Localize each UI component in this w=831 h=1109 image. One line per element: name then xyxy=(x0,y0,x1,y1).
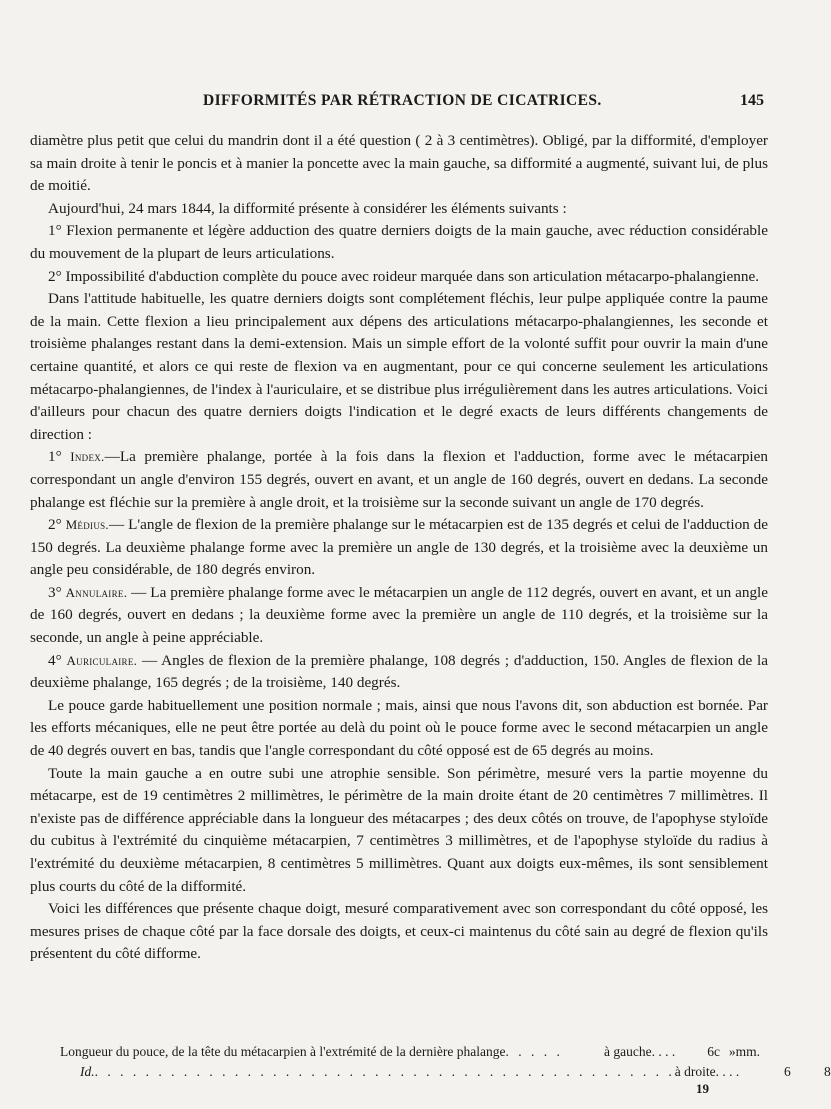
paragraph-medius: 2° Médius.— L'angle de flexion de la première phalange sur le métacarpien est de 135 degrés et celui de l'adduction de 150 degrés. La deuxième phalange forme avec la première un angle de 130 degrés, et la troisième avec la deuxième un angle peu considérable, de 180 degrés environ. xyxy=(30,516,768,579)
running-title: DIFFORMITÉS PAR RÉTRACTION DE CICATRICES. xyxy=(203,92,602,109)
paragraph: Le pouce garde habituellement une position normale ; mais, ainsi que nous l'avons dit, son abduction est bornée. Par les efforts mécaniques, elle ne peut être portée au delà du point où le pouce forme avec le second métacarpien un angle de 40 degrés ouvert en bas, tandis que l'angle correspondant du côté opposé est de 65 degrés au moins. xyxy=(30,696,768,760)
paragraph: diamètre plus petit que celui du mandrin dont il a été question ( 2 à 3 centimètres). Obligé, par la difformité, d'employer sa main droite à tenir le poncis et à manier la poncette avec la main gauche, sa difformité a augmenté, suivant lui, de plus de moitié. xyxy=(30,132,768,195)
paragraph-index: 1° Index.—La première phalange, portée à la fois dans la flexion et l'adduction, forme avec le métacarpien correspondant un angle d'environ 155 degrés, ouvert en avant, et un angle de 160 degrés, ouvert en dedans. La seconde phalange est fléchie sur la première à angle droit, et la troisième sur la seconde suivant un angle de 170 degrés. xyxy=(30,448,768,511)
paragraph-annulaire: 3° Annulaire. — La première phalange forme avec le métacarpien un angle de 112 degrés, ouvert en avant, et un angle de 160 degrés, ouvert en dedans ; la deuxième forme avec la première un angle de 110 degrés, et la troisième sur la seconde, un angle à peine appréciable. xyxy=(30,583,769,647)
paragraph: Toute la main gauche a en outre subi une atrophie sensible. Son périmètre, mesuré vers la partie moyenne du métacarpe, est de 19 centimètres 2 millimètres, le périmètre de la main droite étant de 20 centimètres 7 millimètres. Il n'existe pas de différence appréciable dans la longueur des métacarpes ; des deux côtés on trouve, de l'apophyse styloïde du cubitus à l'extrémité du cinquième métacarpien, 7 centimètres 3 millimètres, et de l'apophyse styloïde du radius à l'extrémité du deuxième métacarpien, 8 centimètres 5 millimètres. Quant aux doigts eux-mêmes, ils sont sensiblement plus courts du côté de la difformité. xyxy=(30,764,768,895)
measurement-table xyxy=(60,1042,831,1082)
measurement-row: Longueur du pouce, de la tête du métacarpien à l'extrémité de la dernière phalange . . . . . à gauche. . . . 6c »mm. xyxy=(60,1044,760,1059)
paragraph: 1° Flexion permanente et légère adduction des quatre derniers doigts de la main gauche, avec réduction considérable du mouvement de la plupart de leurs articulations. xyxy=(30,222,768,262)
page-header xyxy=(0,92,800,114)
paragraph-auriculaire: 4° Auriculaire. — Angles de flexion de la première phalange, 108 degrés ; d'adduction, 150. Angles de flexion de la deuxième phalange, 165 degrés ; de la troisième, 140 degrés. xyxy=(30,651,768,692)
measurement-row: Id. . . . . . . . . . . . . . . . . . . . . . . . . . . . . . . . . . . . . . . . . . . . . . . à droite. . . . 6 8 xyxy=(80,1064,831,1079)
signature-mark: 19 xyxy=(696,1081,709,1096)
page-number: 145 xyxy=(740,92,764,109)
body-text xyxy=(30,130,768,966)
paragraph: 2° Impossibilité d'abduction complète du pouce avec roideur marquée dans son articulation métacarpo-phalangienne. xyxy=(48,267,759,285)
paragraph: Dans l'attitude habituelle, les quatre derniers doigts sont complétement fléchis, leur pulpe appliquée contre la paume de la main. Cette flexion a lieu principalement aux dépens des articulations métacarpo-phalangiennes, les seconde et troisième phalanges restant dans la demi-extension. Mais un simple effort de la volonté suffit pour ouvrir la main d'une certaine quantité, et alors ce qui reste de flexion va en augmentant, pour ce qui concerne seulement les articulations métacarpo-phalangiennes, de l'index à l'auriculaire, et se distribue plus irrégulièrement dans les autres articulations. Voici d'ailleurs pour chacun des quatre derniers doigts l'indication et le degré exacts de leurs différents changements de direction : xyxy=(30,290,768,443)
paragraph: Voici les différences que présente chaque doigt, mesuré comparativement avec son correspondant du côté opposé, les mesures prises de chaque côté par la face dorsale des doigts, et ceux-ci maintenus du côté sain au degré de flexion qu'ils présentent du côté difforme. xyxy=(30,900,768,963)
paragraph: Aujourd'hui, 24 mars 1844, la difformité présente à considérer les éléments suivants : xyxy=(48,199,567,217)
